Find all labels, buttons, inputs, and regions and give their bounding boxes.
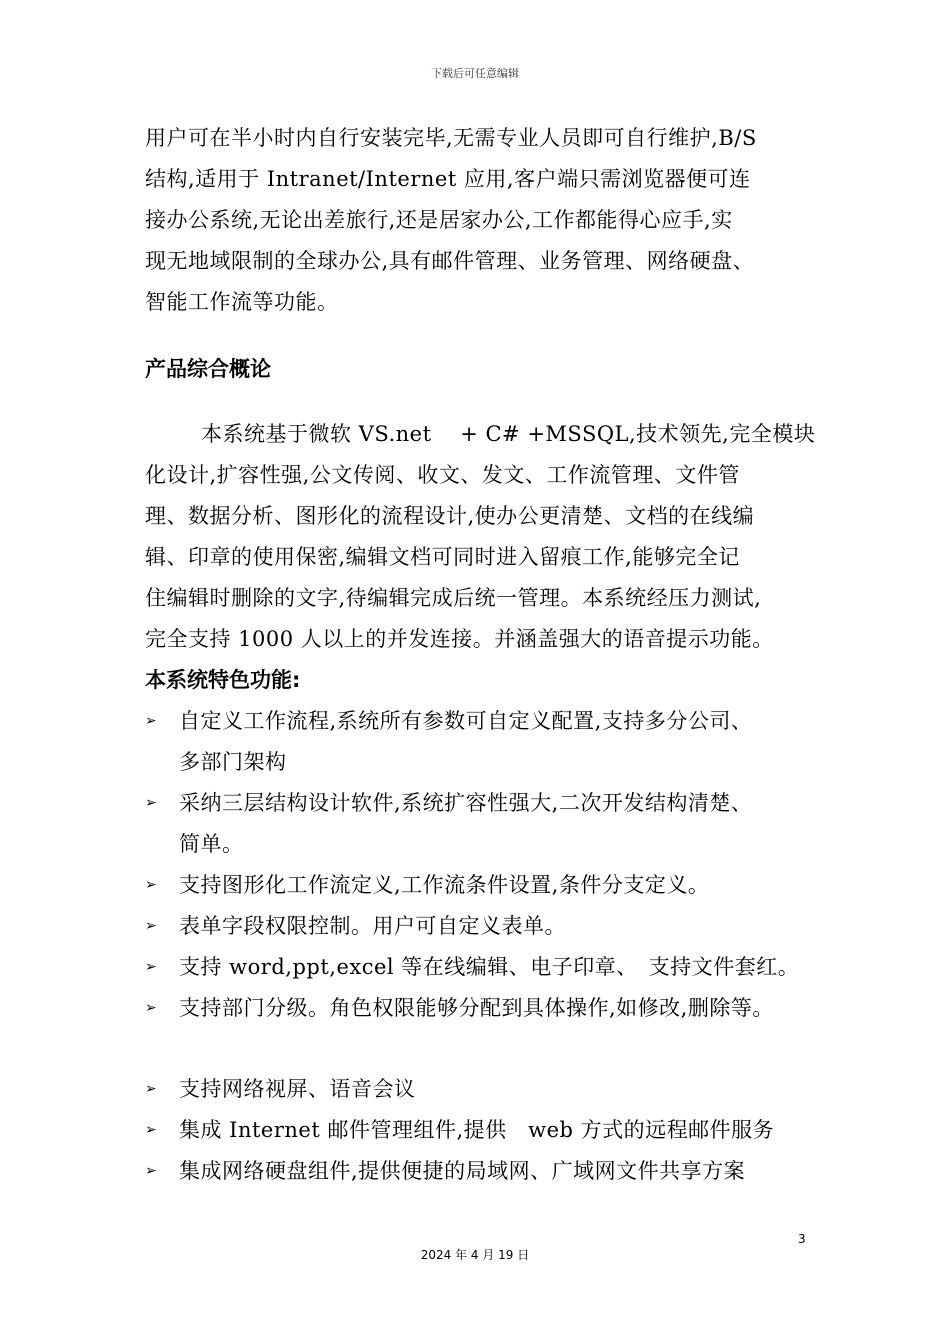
overview-line: 完全支持 1000 人以上的并发连接。并涵盖强大的语音提示功能。 <box>145 627 774 651</box>
list-item: ➢ 自定义工作流程,系统所有参数可自定义配置,支持多分公司、 多部门架构 <box>145 701 825 783</box>
arrow-bullet-icon: ➢ <box>145 1163 158 1179</box>
arrow-bullet-icon: ➢ <box>145 959 158 975</box>
overview-line: 辑、印章的使用保密,编辑文档可同时进入留痕工作,能够完全记 <box>145 545 740 569</box>
page-footer-date: 2024 年 4 月 19 日 <box>420 1248 530 1262</box>
arrow-bullet-icon: ➢ <box>145 877 158 893</box>
spacer <box>145 1029 825 1069</box>
intro-line: 智能工作流等功能。 <box>145 290 339 314</box>
list-item: ➢ 表单字段权限控制。用户可自定义表单。 <box>145 906 825 947</box>
section-heading-overview: 产品综合概论 <box>145 357 271 381</box>
arrow-bullet-icon: ➢ <box>145 918 158 934</box>
page-header: 下载后可任意编辑 <box>431 67 519 80</box>
overview-line: 本系统基于微软 VS.net + C# +MSSQL,技术领先,完全模块 <box>201 422 816 446</box>
section-heading-features: 本系统特色功能: <box>145 668 301 692</box>
arrow-bullet-icon: ➢ <box>145 1081 158 1097</box>
list-item: ➢ 支持 word,ppt,excel 等在线编辑、电子印章、 支持文件套红。 <box>145 947 825 988</box>
list-item: ➢ 采纳三层结构设计软件,系统扩容性强大,二次开发结构清楚、 简单。 <box>145 783 825 865</box>
intro-line: 现无地域限制的全球办公,具有邮件管理、业务管理、网络硬盘、 <box>145 249 755 273</box>
intro-line: 用户可在半小时内自行安装完毕,无需专业人员即可自行维护,B/S <box>145 126 757 150</box>
overview-paragraph <box>145 414 825 660</box>
list-item: ➢ 集成网络硬盘组件,提供便捷的局域网、广域网文件共享方案 <box>145 1151 825 1192</box>
intro-paragraph <box>145 118 825 323</box>
overview-line: 理、数据分析、图形化的流程设计,使办公更清楚、文档的在线编 <box>145 504 755 528</box>
arrow-bullet-icon: ➢ <box>145 1122 158 1138</box>
list-item: ➢ 支持图形化工作流定义,工作流条件设置,条件分支定义。 <box>145 865 825 906</box>
intro-line: 接办公系统,无论出差旅行,还是居家办公,工作都能得心应手,实 <box>145 208 733 232</box>
list-item: ➢ 集成 Internet 邮件管理组件,提供 web 方式的远程邮件服务 <box>145 1110 825 1151</box>
document-body <box>145 118 825 1192</box>
arrow-bullet-icon: ➢ <box>145 1000 158 1016</box>
list-item: ➢ 支持网络视屏、语音会议 <box>145 1069 825 1110</box>
arrow-bullet-icon: ➢ <box>145 713 158 729</box>
overview-line: 住编辑时删除的文字,待编辑完成后统一管理。本系统经压力测试, <box>145 586 762 610</box>
page-number: 3 <box>798 1232 806 1246</box>
list-item: ➢ 支持部门分级。角色权限能够分配到具体操作,如修改,删除等。 <box>145 988 825 1029</box>
feature-list-continued <box>145 1069 825 1192</box>
overview-line: 化设计,扩容性强,公文传阅、收文、发文、工作流管理、文件管 <box>145 463 740 487</box>
arrow-bullet-icon: ➢ <box>145 795 158 811</box>
feature-list <box>145 701 825 1029</box>
intro-line: 结构,适用于 Intranet/Internet 应用,客户端只需浏览器便可连 <box>145 167 751 191</box>
